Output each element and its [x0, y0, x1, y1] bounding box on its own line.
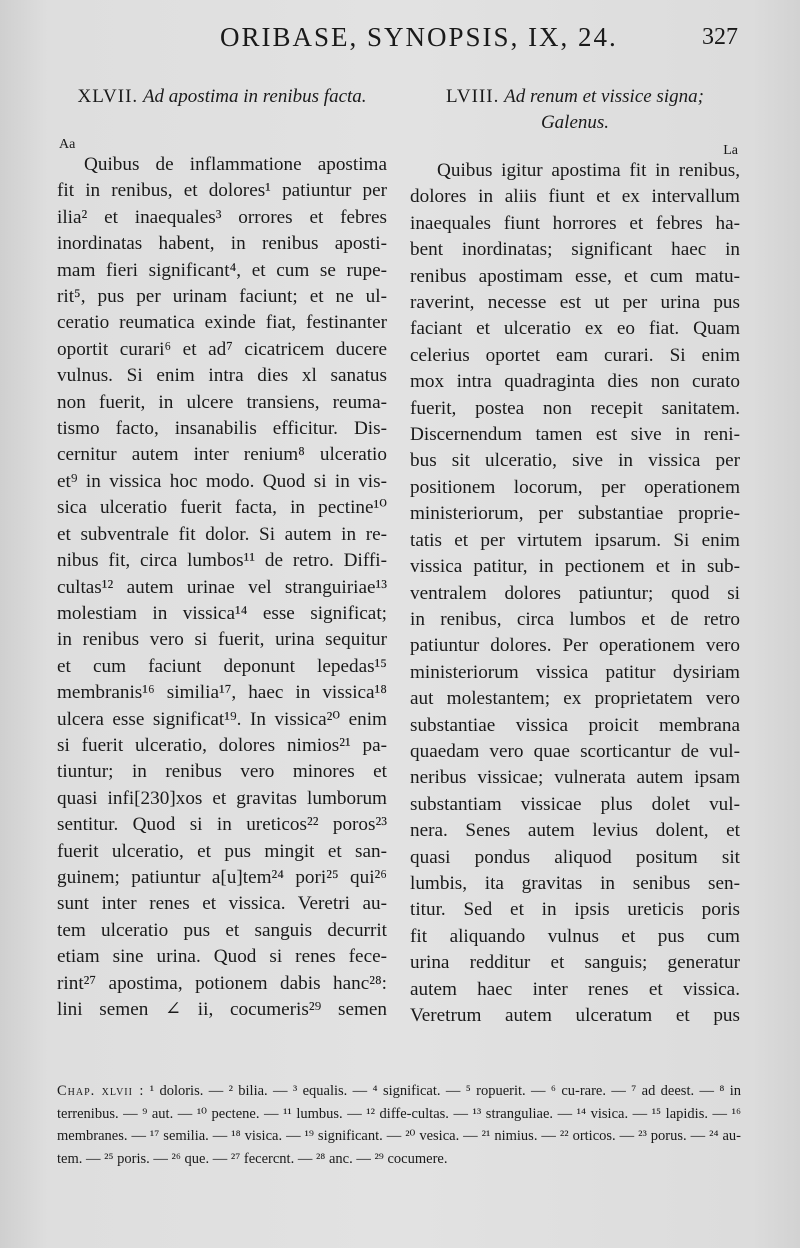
right-text-line: neribus vissicae; vulnerata autem ipsam	[410, 767, 740, 789]
right-chapter-title-1: Ad renum et vissice signa;	[504, 86, 704, 107]
right-text-line: bus sit ulceratio, sive in vissica per	[410, 450, 740, 472]
footnotes-text: ¹ doloris. — ² bilia. — ³ equalis. — ⁴ significat. — ⁵ ropuerit. — ⁶ cu-rare. — ⁷ ad deest. — ⁸ in terrenibus. — ⁹ aut. — ¹⁰ pectene. — ¹¹ lumbus. — ¹² diffe-cultas. — ¹³ stranguliae. — ¹⁴ visica. — ¹⁵ lapidis. — ¹⁶ membranes. — ¹⁷ semilia. — ¹⁸ visica. — ¹⁹ significant. — ²⁰ vesica. — ²¹ nimius. — ²² orticos. — ²³ porus. — ²⁴ au-tem. — ²⁵ poris. — ²⁶ que. — ²⁷ fecercnt. — ²⁸ anc. — ²⁹ cocumere.	[57, 1083, 742, 1167]
left-text-line: cernitur autem inter renium⁸ ulceratio	[57, 444, 387, 466]
right-column	[410, 84, 740, 1029]
left-text-line: et subventrale fit dolor. Si autem in re-	[57, 523, 387, 545]
left-text-line: cultas¹² autem urinae vel stranguiriae¹³	[57, 576, 387, 598]
right-text-line: raverint, necesse est ut per urina pus	[410, 292, 740, 314]
right-body-text	[410, 158, 740, 1029]
right-chapter-number: LVIII.	[446, 86, 500, 107]
right-text-line: tatis et per virtutem ipsarum. Si enim	[410, 529, 740, 551]
right-text-line: celerius oportet eam curari. Si enim	[410, 344, 740, 366]
right-text-line: nera. Senes autem levius dolent, et	[410, 820, 740, 842]
left-text-line: et⁹ in vissica hoc modo. Quod si in vis-	[57, 470, 387, 492]
right-text-line: quaedam vero quae scorticantur de vul-	[410, 740, 740, 762]
right-text-line: ministeriorum, per substantiae proprie-	[410, 503, 740, 525]
left-text-line: fit in renibus, et dolores¹ patiuntur per	[57, 180, 387, 202]
footnotes	[57, 1080, 741, 1170]
left-body-text	[57, 152, 387, 1023]
left-text-line: ilia² et inaequales³ orrores et febres	[57, 206, 387, 228]
right-text-line: autem haec inter renes et vissica.	[410, 978, 740, 1000]
left-text-line: rit⁵, pus per urinam faciunt; et ne ul-	[57, 286, 387, 308]
right-text-line: dolores in aliis fiunt et ex intervallum	[410, 186, 740, 208]
left-text-line: mam fieri significant⁴, et cum se rupe-	[57, 259, 387, 281]
left-chapter-title: Ad apostima in renibus facta.	[142, 86, 367, 107]
left-text-line: sica ulceratio fuerit facta, in pectine¹⁰	[57, 497, 387, 519]
left-text-line: nibus fit, circa lumbos¹¹ de retro. Diffi-	[57, 550, 387, 572]
left-text-line: tismo facto, insanabilis efficitur. Dis-	[57, 418, 387, 440]
right-text-line: titur. Sed et in ipsis ureticis poris	[410, 899, 740, 921]
left-text-line: ulcera esse significat¹⁹. In vissica²⁰ enim	[57, 708, 387, 730]
right-text-line: in renibus, circa lumbos et de retro	[410, 608, 740, 630]
right-text-line: renibus apostimam esse, et cum matu-	[410, 265, 740, 287]
left-text-line: etiam sine urina. Quod si renes fece-	[57, 946, 387, 968]
right-text-line: substantiae vissica proicit membrana	[410, 714, 740, 736]
right-text-line: vissica patitur, in pectionem et in sub-	[410, 556, 740, 578]
left-text-line: ceratio reumatica exinde fiat, festinanter	[57, 312, 387, 334]
right-chapter-title-2: Galenus.	[540, 112, 610, 133]
left-text-line: oportit curari⁶ et ad⁷ cicatricem ducere	[57, 338, 387, 360]
left-text-line: membranis¹⁶ similia¹⁷, haec in vissica¹⁸	[57, 682, 387, 704]
left-text-line: in renibus vero si fuerit, urina sequitur	[57, 629, 387, 651]
left-chapter-heading	[57, 84, 387, 110]
footnotes-lead: Chap. xlvii :	[57, 1083, 145, 1099]
left-text-line: fuerit ulceratio, et pus mingit et san-	[57, 840, 387, 862]
right-text-line: mox intra quadraginta dies non curato	[410, 371, 740, 393]
right-text-line: positionem locorum, per operationem	[410, 476, 740, 498]
left-text-line: sentitur. Quod si in ureticos²² poros²³	[57, 814, 387, 836]
right-margin-mark: La	[723, 143, 738, 158]
left-chapter-number: XLVII.	[77, 86, 139, 107]
left-text-line: si fuerit ulceratio, dolores nimios²¹ pa-	[57, 734, 387, 756]
right-text-line: ventralem dolores patiuntur; quod si	[410, 582, 740, 604]
right-text-line: substantiam vissicae plus dolet vul-	[410, 793, 740, 815]
left-text-line: vulnus. Si enim intra dies xl sanatus	[57, 365, 387, 387]
left-text-line: Quibus de inflammatione apostima	[84, 154, 387, 175]
right-chapter-heading	[410, 84, 740, 136]
right-text-line: urina redditur et sanguis; generatur	[410, 952, 740, 974]
left-text-line: sunt inter renes et vissica. Veretri au-	[57, 893, 387, 915]
right-text-line: fuerit, postea non recepit sanitatem.	[410, 397, 740, 419]
page-header	[0, 22, 800, 62]
right-text-line: fit aliquando vulnus et pus cum	[410, 925, 740, 947]
left-text-line: tiuntur; in renibus vero minores et	[57, 761, 387, 783]
right-text-line: ministeriorum vissica patitur dysiriam	[410, 661, 740, 683]
right-text-line: faciant et ulceratio ex eo fiat. Quam	[410, 318, 740, 340]
left-text-line: tem ulceratio pus et sanguis decurrit	[57, 919, 387, 941]
left-text-line: molestiam in vissica¹⁴ esse significat;	[57, 602, 387, 624]
left-text-line: quasi infi[230]xos et gravitas lumborum	[57, 787, 387, 809]
right-text-line: quasi pondus aliquod positum sit	[410, 846, 740, 868]
right-text-line: Discernendum tamen est sive in reni-	[410, 424, 740, 446]
running-title: ORIBASE, SYNOPSIS, IX, 24.	[220, 22, 618, 52]
right-text-line: Quibus igitur apostima fit in renibus,	[437, 160, 740, 181]
page-number: 327	[702, 24, 738, 50]
left-text-line: non fuerit, in ulcere transiens, reuma-	[57, 391, 387, 413]
right-text-line: Veretrum autem ulceratum et pus	[410, 1005, 740, 1026]
right-text-line: aut molestantem; ex proprietatem vero	[410, 688, 740, 710]
right-text-line: bent inordinatas; significant haec in	[410, 239, 740, 261]
left-text-line: et cum faciunt deponunt lepedas¹⁵	[57, 655, 387, 677]
left-margin-mark: Aa	[59, 137, 76, 152]
left-text-line: rint²⁷ apostima, potionem dabis hanc²⁸:	[57, 972, 387, 994]
right-text-line: lumbis, ita gravitas in senibus sen-	[410, 872, 740, 894]
right-text-line: patiuntur dolores. Per operationem vero	[410, 635, 740, 657]
left-text-line: inordinatas habent, in renibus aposti-	[57, 233, 387, 255]
left-column	[57, 84, 387, 1023]
right-text-line: inaequales fiunt horrores et febres ha-	[410, 212, 740, 234]
left-text-line: guinem; patiuntur a[u]tem²⁴ pori²⁵ qui²⁶	[57, 866, 387, 888]
left-text-line: lini semen ∠ ii, cocumeris²⁹ semen	[57, 999, 387, 1020]
